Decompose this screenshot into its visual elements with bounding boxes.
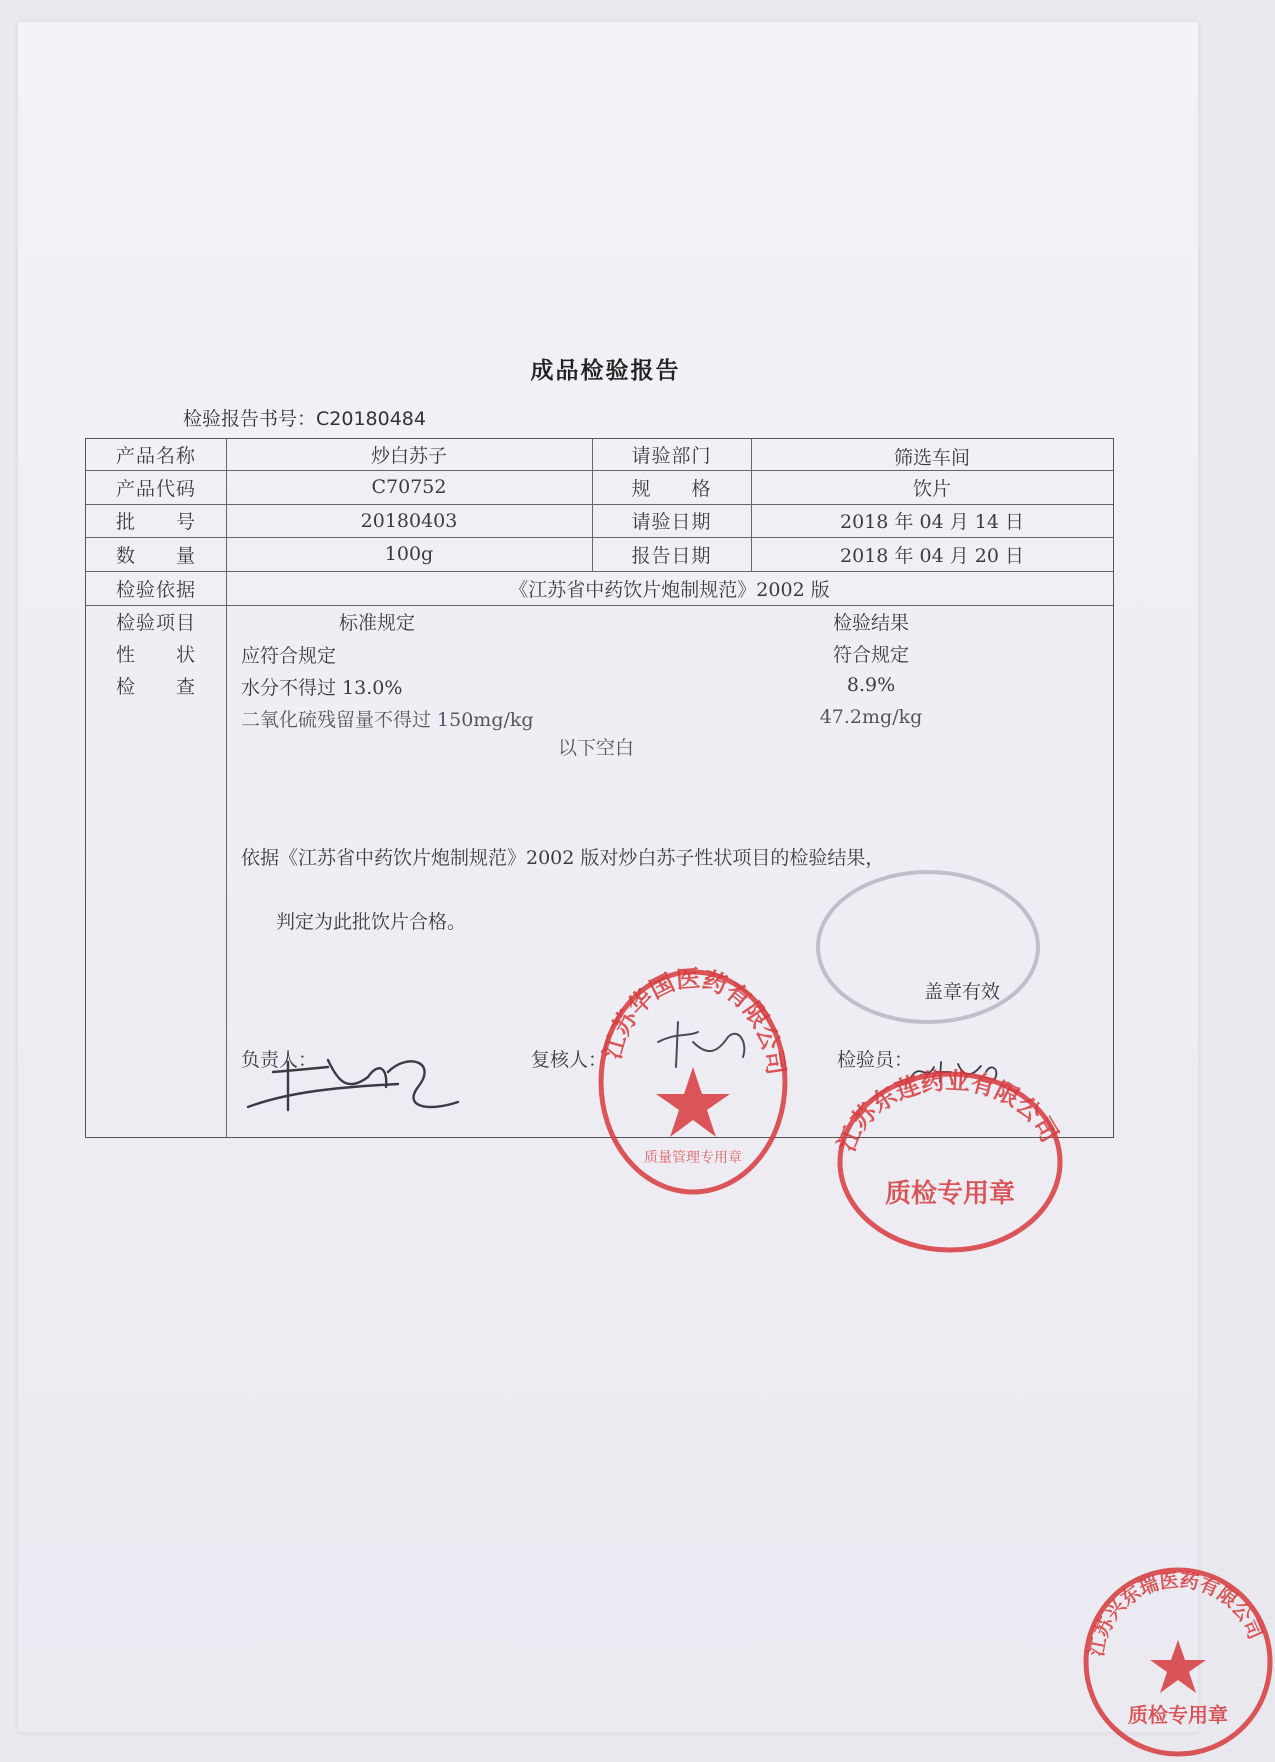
conclusion-line-2: 判定为此批饮片合格。: [276, 911, 467, 933]
item-standard: 应符合规定: [241, 645, 337, 667]
value-batch-no: 20180403: [360, 509, 458, 532]
label-product-name: 产品名称: [115, 445, 196, 467]
item-result: 符合规定: [832, 643, 909, 666]
inspector-label: 检验员：: [837, 1049, 914, 1071]
result-header: 检验结果: [832, 611, 909, 634]
conclusion-line-1: 依据《江苏省中药饮片炮制规范》2002 版对炒白苏子性状项目的检验结果，: [241, 847, 885, 869]
label-report-date: 报告日期: [631, 544, 712, 567]
label-product-code: 产品代码: [115, 477, 196, 500]
responsible-label: 负责人：: [241, 1049, 318, 1071]
document-page: [18, 22, 1267, 1732]
item-label: 性 状: [115, 643, 196, 666]
label-spec: 规 格: [631, 477, 712, 500]
center-seal-sub: 质量管理专用章: [644, 1150, 742, 1166]
right-seal-text: 江苏东莲药业有限公司: [832, 1066, 1064, 1156]
label-items: 检验项目: [115, 611, 196, 634]
corner-seal-text: 江苏兴东瑞医药有限公司: [1085, 1569, 1267, 1659]
item-result: 8.9%: [846, 674, 896, 696]
value-spec: 饮片: [912, 477, 951, 500]
value-product-code: C70752: [371, 476, 447, 498]
value-quantity: 100g: [384, 543, 434, 565]
inspection-table: [85, 438, 1114, 1138]
item-standard: 水分不得过 13.0%: [241, 677, 403, 699]
label-basis: 检验依据: [115, 578, 196, 601]
reviewer-label: 复核人：: [531, 1049, 608, 1071]
label-request-dept: 请验部门: [631, 445, 712, 467]
label-request-date: 请验日期: [631, 511, 712, 533]
page-title: 成品检验报告: [530, 358, 681, 384]
value-request-date: 2018 年 04 月 14 日: [840, 511, 1024, 533]
value-report-date: 2018 年 04 月 20 日: [840, 544, 1024, 567]
label-quantity: 数 量: [115, 544, 196, 567]
seal-valid-note: 盖章有效: [924, 981, 1001, 1003]
svg-text:江苏兴东瑞医药有限公司: [1086, 1569, 1266, 1659]
center-seal-text: 江苏华国医药有限公司: [598, 964, 791, 1077]
value-basis: 《江苏省中药饮片炮制规范》2002 版: [509, 578, 830, 601]
blank-note: 以下空白: [557, 736, 634, 759]
item-label: 检 查: [115, 675, 196, 698]
value-request-dept: 筛选车间: [893, 447, 970, 469]
label-batch-no: 批 号: [115, 511, 196, 533]
right-seal-sub: 质检专用章: [884, 1179, 1016, 1209]
item-standard: 二氧化硫残留量不得过 150mg/kg: [241, 709, 534, 731]
item-result: 47.2mg/kg: [819, 706, 923, 728]
report-number: 检验报告书号：C20180484: [183, 408, 426, 430]
corner-seal-sub: 质检专用章: [1128, 1703, 1228, 1727]
corner-seal: [1078, 1562, 1275, 1762]
value-product-name: 炒白苏子: [370, 445, 447, 467]
standard-header: 标准规定: [338, 611, 415, 634]
